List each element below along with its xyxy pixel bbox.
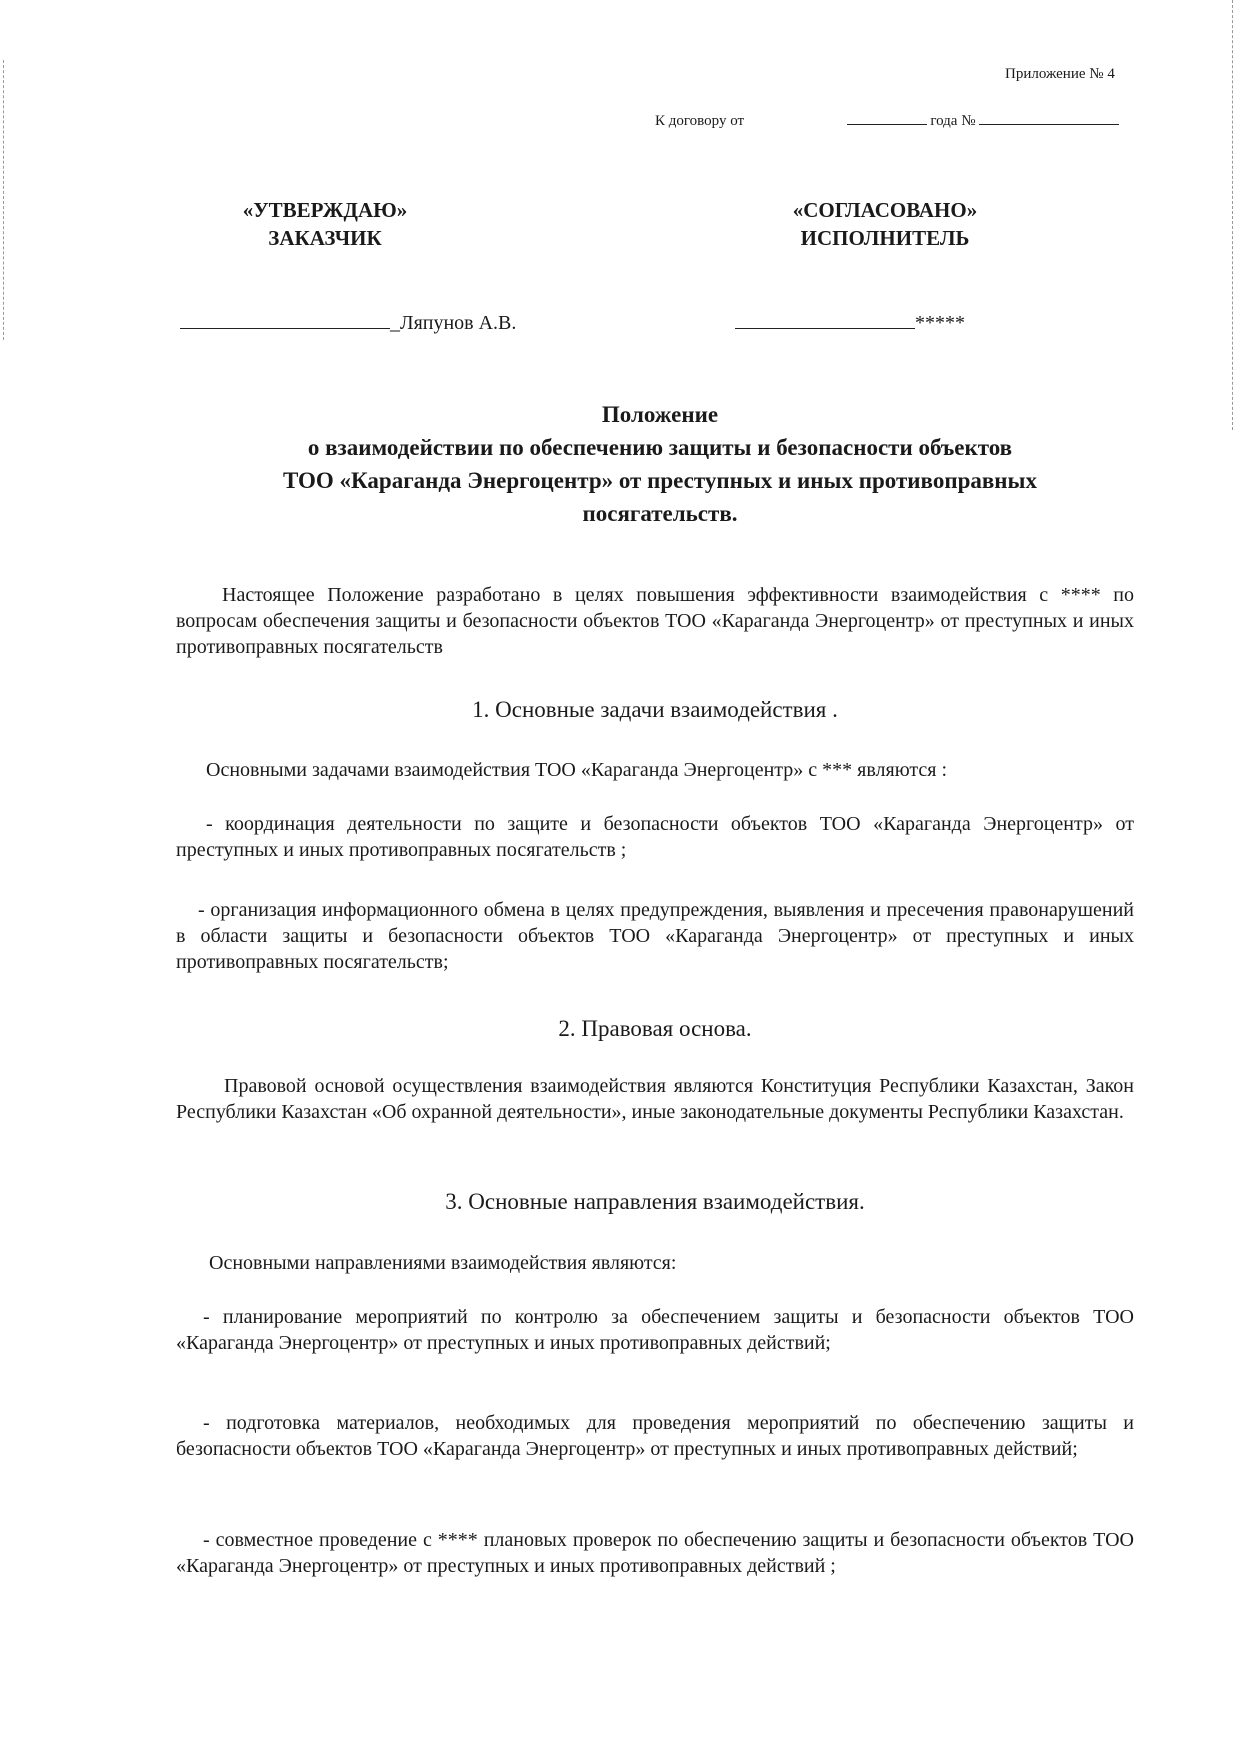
contract-number-label: года №	[930, 113, 976, 129]
approval-contractor-role: ИСПОЛНИТЕЛЬ	[800, 226, 970, 250]
approval-customer-title: «УТВЕРЖДАЮ»	[242, 198, 408, 222]
approval-customer-role: ЗАКАЗЧИК	[268, 226, 382, 250]
section-1-item: - организация информационного обмена в целях предупреждения, выявления и пресечения правонарушений в области защиты и безопасности объектов ТОО «Караганда Энергоцентр» от преступных и иных противоправных посягательств;	[176, 899, 1134, 973]
section-2-heading: 2. Правовая основа.	[558, 1016, 752, 1041]
title-line: посягательств.	[582, 501, 738, 526]
approval-contractor	[760, 196, 1010, 252]
signature-line	[735, 310, 915, 329]
section-1-heading: 1. Основные задачи взаимодействия .	[472, 697, 838, 722]
title-line: Положение	[601, 402, 719, 427]
intro-paragraph: Настоящее Положение разработано в целях повышения эффективности взаимодействия с **** по вопросам обеспечения защиты и безопасности объектов ТОО «Караганда Энергоцентр» от преступных и иных противоправных посягательств	[176, 584, 1134, 658]
section-1-lead: Основными задачами взаимодействия ТОО «Караганда Энергоцентр» с *** являются :	[206, 759, 948, 781]
section-3-heading: 3. Основные направления взаимодействия.	[445, 1189, 865, 1214]
title-line: ТОО «Караганда Энергоцентр» от преступных и иных противоправных	[282, 468, 1037, 493]
scan-edge-mark	[1232, 0, 1234, 430]
contractor-signer-name: *****	[915, 312, 965, 334]
customer-signer-name: _Ляпунов А.В.	[390, 312, 517, 334]
contract-number-blank	[979, 110, 1119, 125]
section-2-text: Правовой основой осуществления взаимодействия являются Конституция Республики Казахстан, Закон Республики Казахстан «Об охранной деятельности», иные законодательные документы Республики Казахстан.	[176, 1075, 1134, 1123]
contract-date-blank	[847, 110, 927, 125]
scan-edge-mark	[3, 60, 5, 340]
signature-line	[180, 310, 390, 329]
contract-prefix: К договору от	[655, 113, 745, 129]
section-3-item: - совместное проведение с **** плановых проверок по обеспечению защиты и безопасности объектов ТОО «Караганда Энергоцентр» от преступных и иных противоправных действий ;	[176, 1529, 1134, 1577]
section-3-item: - подготовка материалов, необходимых для проведения мероприятий по обеспечению защиты и безопасности объектов ТОО «Караганда Энергоцентр» от преступных и иных противоправных действий;	[176, 1412, 1134, 1460]
appendix-label: Приложение № 4	[1005, 66, 1115, 82]
approval-customer	[210, 196, 440, 252]
title-line: о взаимодействии по обеспечению защиты и безопасности объектов	[307, 435, 1013, 460]
customer-signature	[180, 310, 516, 335]
contractor-signature	[735, 310, 965, 335]
section-3-lead: Основными направлениями взаимодействия являются:	[209, 1252, 677, 1274]
approval-contractor-title: «СОГЛАСОВАНО»	[792, 198, 978, 222]
contract-reference	[655, 110, 1119, 130]
section-3-item: - планирование мероприятий по контролю за обеспечением защиты и безопасности объектов ТОО «Караганда Энергоцентр» от преступных и иных противоправных действий;	[176, 1306, 1134, 1354]
document-title	[160, 398, 1160, 530]
section-1-item: - координация деятельности по защите и безопасности объектов ТОО «Караганда Энергоцентр» от преступных и иных противоправных посягательств ;	[176, 813, 1134, 861]
